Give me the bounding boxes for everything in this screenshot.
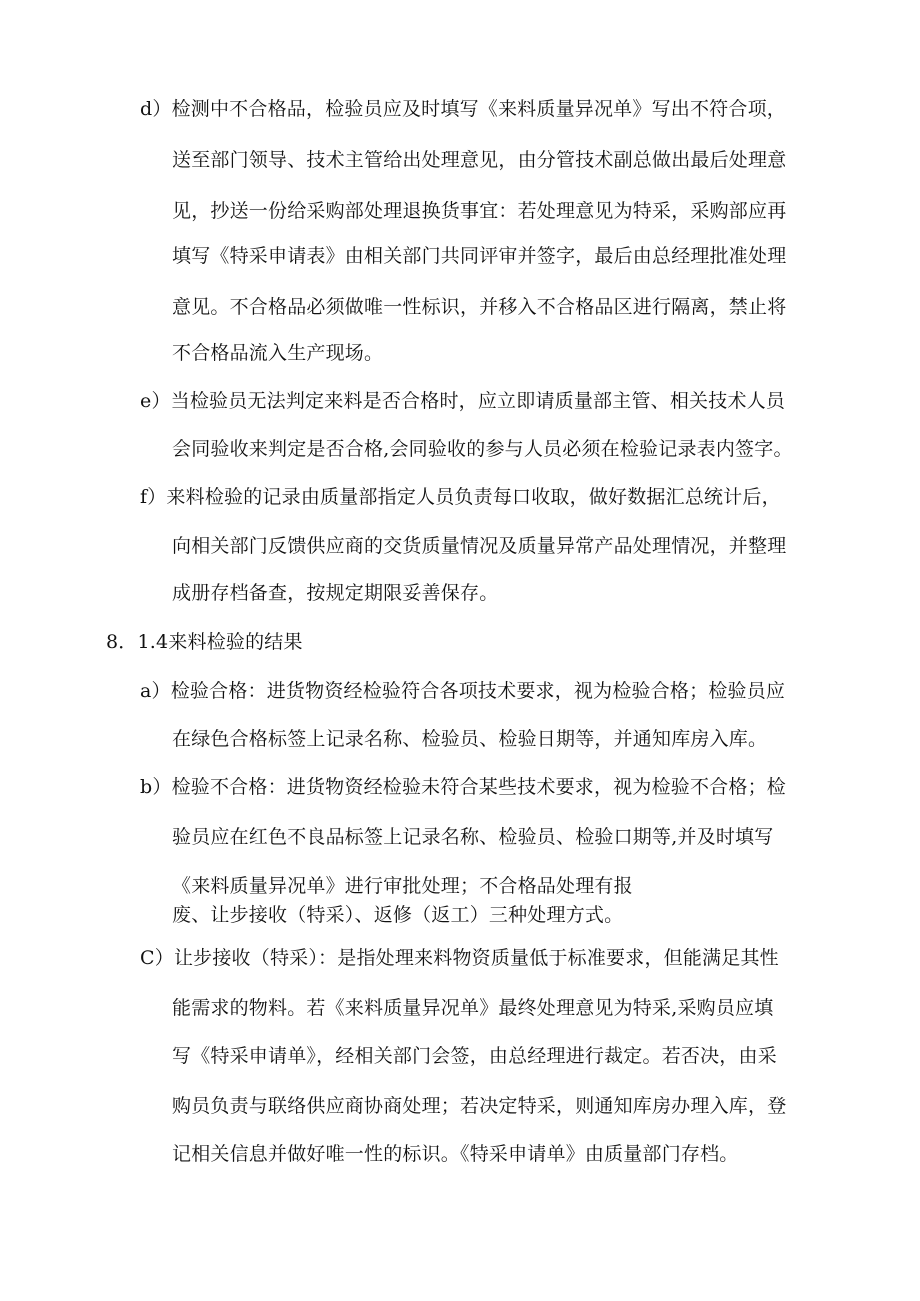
item-a-line-2: 在绿色合格标签上记录名称、检验员、检验日期等，并通知库房入库。 [172,728,768,750]
item-c-line-1: C）让步接收（特采）：是指处理来料物资质量低于标准要求，但能满足其性 [140,947,779,969]
item-c-line-3: 写《特采申请单》，经相关部门会签，由总经理进行裁定。若否决，由采 [172,1045,777,1067]
item-d-line-2: 送至部门领导、技术主管给出处理意见，由分管技术副总做出最后处理意 [172,149,787,171]
item-f-line-3: 成册存档备查，按规定期限妥善保存。 [172,582,499,604]
item-c-line-4: 购员负责与联络供应商协商处理；若决定特采，则通知库房办理入库，登 [172,1095,787,1117]
item-d-line-3: 见，抄送一份给采购部处理退换货事宜：若处理意见为特采，采购部应再 [172,200,787,222]
item-b-line-3: 《来料质量异况单》进行审批处理；不合格品处理有报 [172,875,633,897]
item-e-line-2: 会同验收来判定是否合格,会同验收的参与人员必须在检验记录表内签字。 [172,438,793,460]
item-d-line-6: 不合格品流入生产现场。 [172,342,384,364]
item-d-line-4: 填写《特采申请表》由相关部门共同评审并签字，最后由总经理批准处理 [172,245,787,267]
section-heading: 8．1.4来料检验的结果 [106,631,303,653]
item-d-line-5: 意见。不合格品必须做唯一性标识，并移入不合格品区进行隔离，禁止将 [172,296,787,318]
item-a-line-1: a）检验合格：进货物资经检验符合各项技术要求，视为检验合格；检验员应 [140,680,786,702]
item-d-line-1: d）检测中不合格品，检验员应及时填写《来料质量异况单》写出不符合项， [140,98,786,120]
item-b-line-4: 废、让步接收（特采）、返修（返工）三种处理方式。 [172,904,624,926]
item-c-line-2: 能需求的物料。若《来料质量异况单》最终处理意见为特采,采购员应填 [172,997,774,1019]
item-b-line-1: b）检验不合格：进货物资经检验未符合某些技术要求，视为检验不合格；检 [140,776,786,798]
item-c-line-5: 记相关信息并做好唯一性的标识。《特采申请单》由质量部门存档。 [172,1143,739,1165]
item-b-line-2: 验员应在红色不良品标签上记录名称、检验员、检验口期等,并及时填写 [172,826,774,848]
item-f-line-1: f）来料检验的记录由质量部指定人员负责每口收取，做好数据汇总统计后， [140,486,781,508]
item-e-line-1: e）当检验员无法判定来料是否合格时，应立即请质量部主管、相关技术人员 [140,390,786,412]
item-f-line-2: 向相关部门反馈供应商的交货质量情况及质量异常产品处理情况，并整理 [172,535,787,557]
